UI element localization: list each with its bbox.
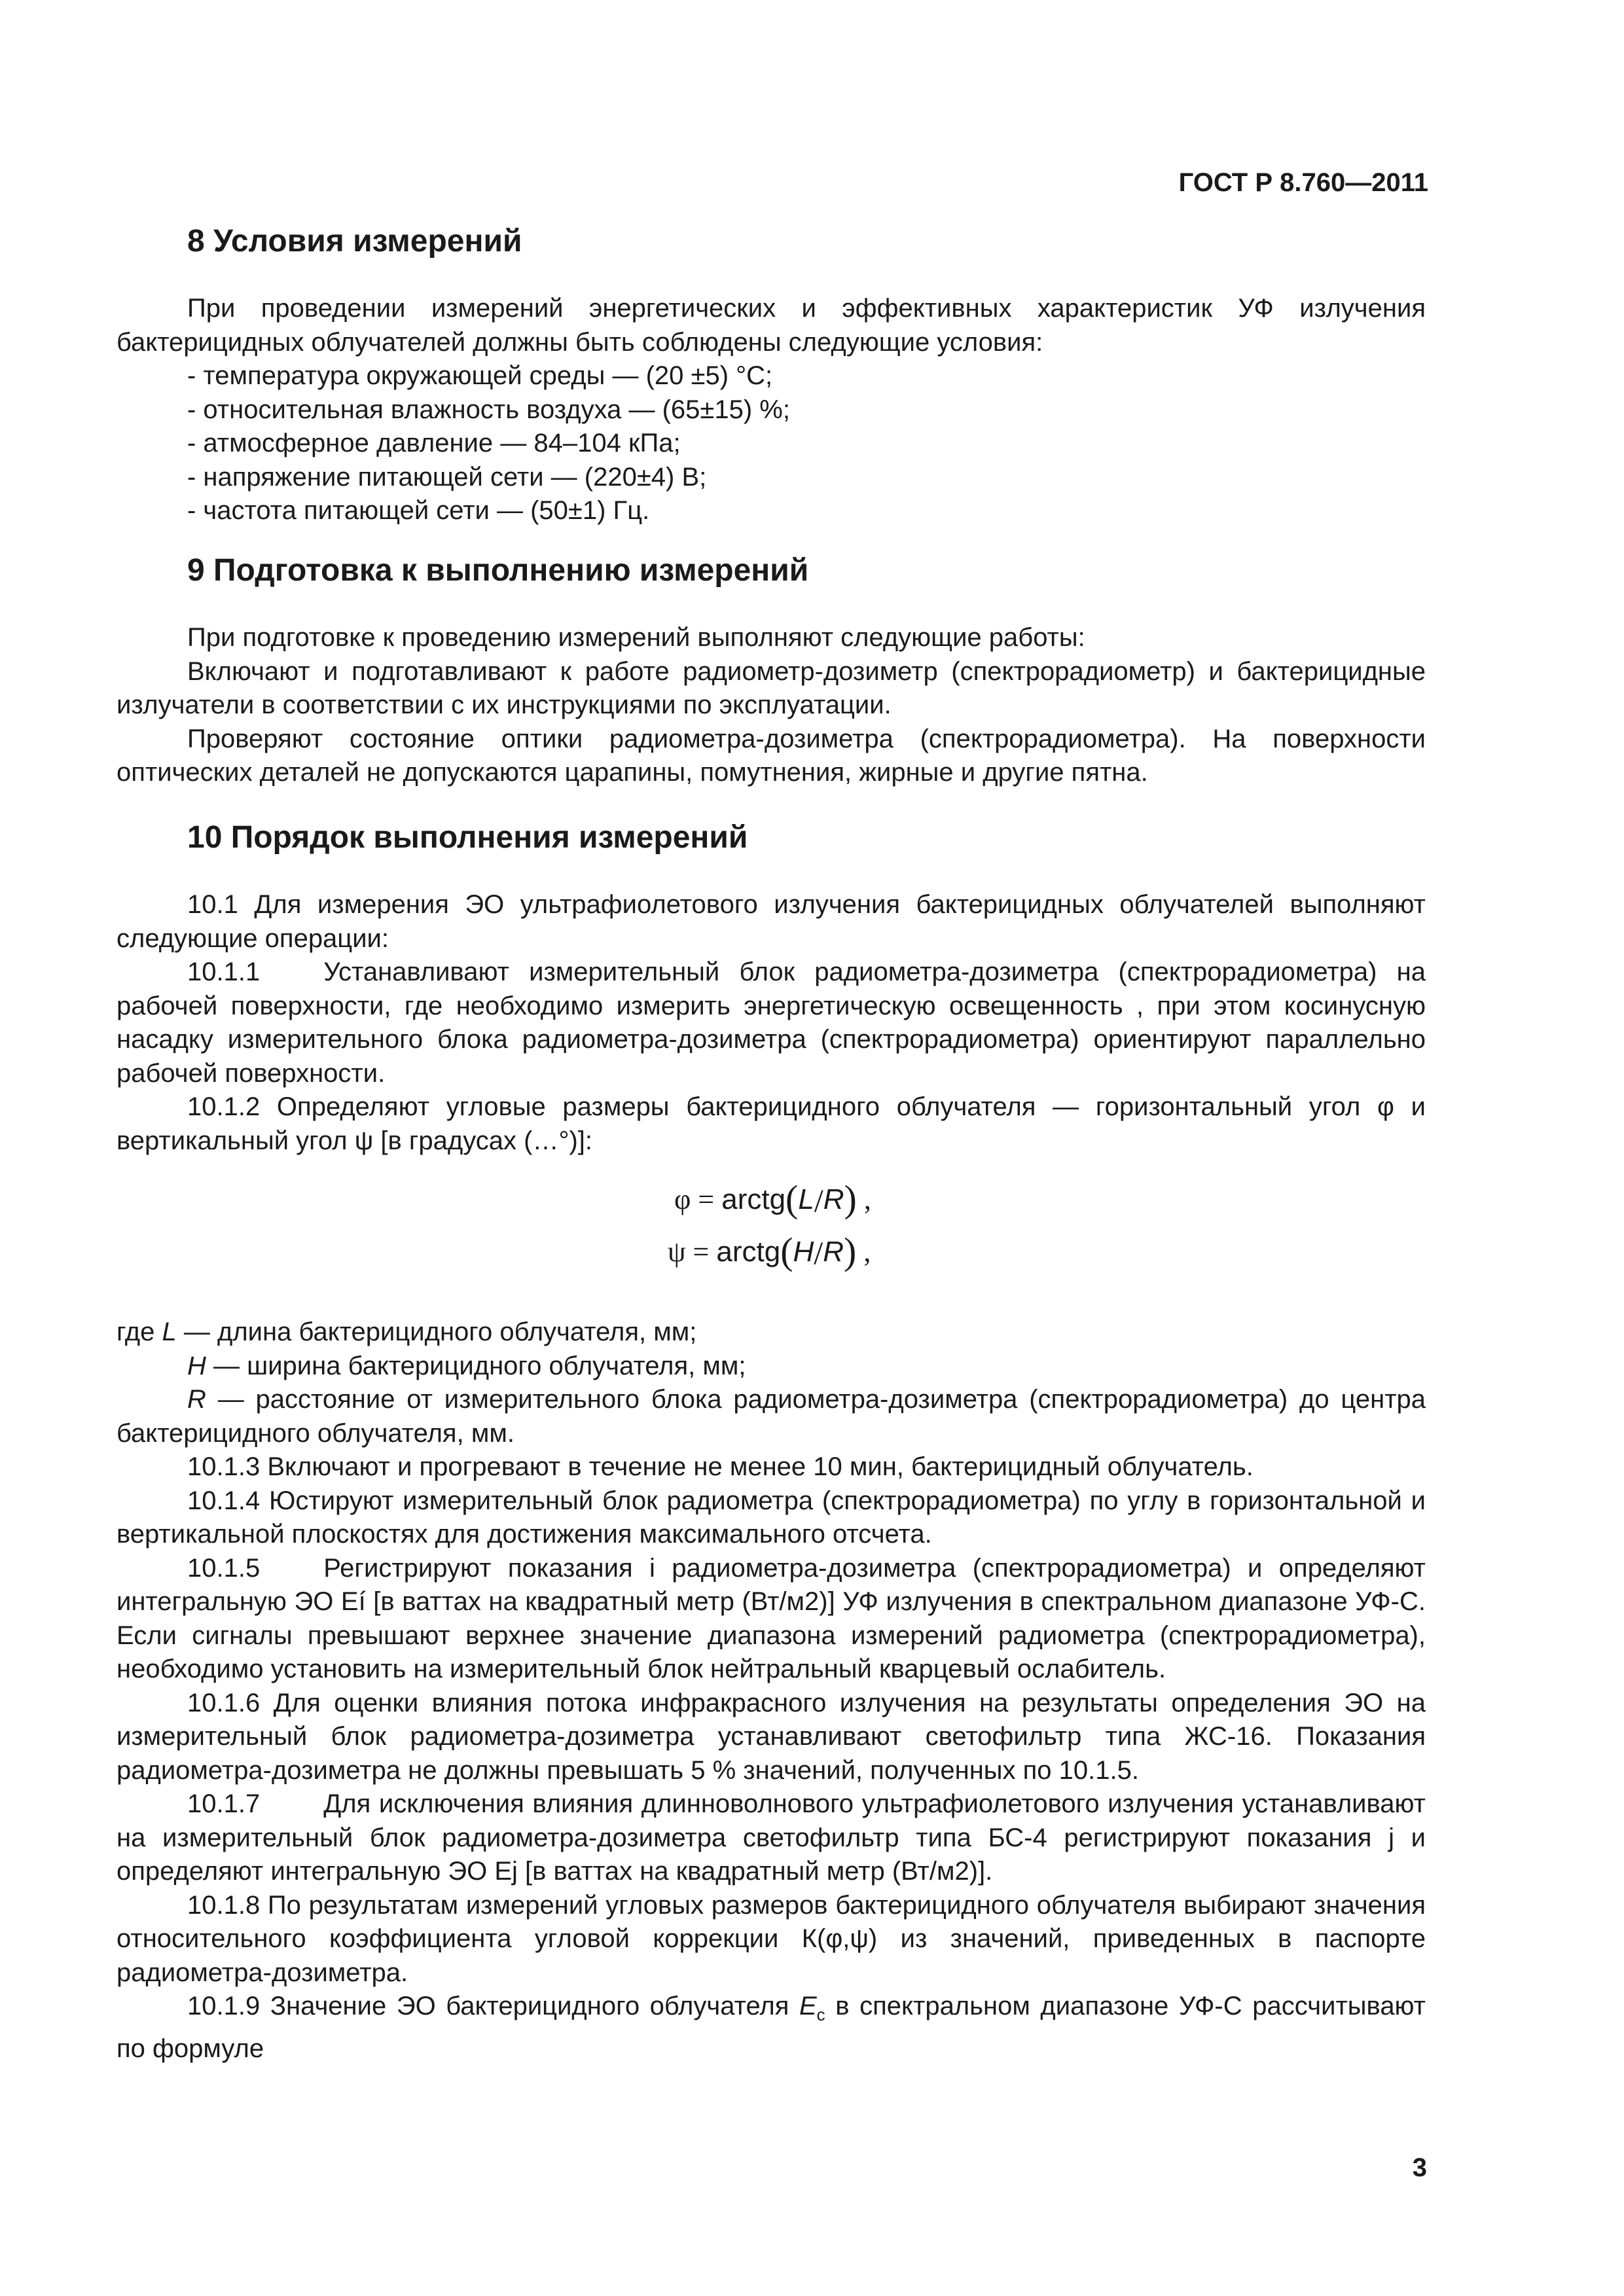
condition-item: - температура окружающей среды — (20 ±5) °С; [187,361,773,390]
clause-text: Регистрируют показания i радиометра-дозиметра (спектрорадиометра) и определяют интегральную ЭО Eí [в ваттах на квадратный метр (Вт/м2)] УФ излучения в спектральном диапазоне УФ-С. Если сигналы превышают верхнее значение диапазона измерений радиометра (спектрорадиометра), необходимо установить на измерительный блок нейтральный кварцевый ослабитель. [117,1553,1426,1683]
formula-lhs: ψ = [668,1236,710,1268]
variable-H: H [187,1351,206,1380]
formula-function: arctg [721,1183,786,1215]
formula-psi: ψ = arctg(H/R) , [668,1230,871,1272]
paragraph-10-1-8: 10.1.8 По результатам измерений угловых размеров бактерицидного облучателя выбирают значения относительного коэффициента угловой коррекции К(φ,ψ) из значений, приведенных в паспорте радиометра-дозиметра. [117,1890,1426,1987]
paragraph: Проверяют состояние оптики радиометра-дозиметра (спектрорадиометра). На поверхности оптических деталей не допускаются царапины, помутнения, жирные и другие пятна. [117,724,1426,787]
paragraph-10-1-4: 10.1.4 Юстируют измерительный блок радиометра (спектрорадиометра) по углу в горизонтальной и вертикальной плоскостях для достижения максимального отсчета. [117,1486,1426,1549]
clause-text: Устанавливают измерительный блок радиометра-дозиметра (спектрорадиометра) на рабочей поверхности, где необходимо измерить энергетическую освещенность , при этом косинусную насадку измерительного блока радиометра-дозиметра (спектрорадиометра) ориентируют параллельно рабочей поверхности. [117,958,1426,1088]
section-10 [117,817,1426,1158]
subscript-c: c [816,2005,825,2024]
paragraph-10-1: 10.1 Для измерения ЭО ультрафиолетового излучения бактерицидных облучателей выполняют следующие операции: [117,890,1426,953]
where-R: R — расстояние от измерительного блока радиометра-дозиметра (спектрорадиометра) до центра бактерицидного облучателя, мм. [117,1385,1426,1448]
section-9-heading: 9 Подготовка к выполнению измерений [187,553,809,588]
condition-item: - напряжение питающей сети — (220±4) В; [187,462,707,492]
section-8-heading: 8 Условия измерений [187,224,522,259]
section-9 [117,550,1426,790]
where-L: где L — длина бактерицидного облучателя, мм; [117,1318,697,1346]
paragraph: При подготовке к проведению измерений выполняют следующие работы: [187,623,1085,652]
formula-lhs: φ = [674,1183,715,1215]
paragraph-10-1-7 [117,1787,1426,1889]
formula-denominator: R [823,1236,844,1268]
clause-number: 10.1.1 [187,958,261,986]
condition-item: - относительная влажность воздуха — (65±15) %; [187,395,790,424]
variable-R: R [187,1385,206,1414]
formula-numerator: L [798,1183,814,1215]
condition-item: - частота питающей сети — (50±1) Гц. [187,496,650,525]
formula-tail: , [863,1236,871,1268]
clause-text: Для исключения влияния длинноволнового ультрафиолетового излучения устанавливают на измерительный блок радиометра-дозиметра светофильтр типа БС-4 регистрируют показания j и определяют интегральную ЭО Ej [в ваттах на квадратный метр (Вт/м2)]. [117,1789,1426,1886]
variable-L: L [162,1318,177,1346]
variable-E: E [799,1992,817,2020]
clause-number: 10.1.5 [187,1553,261,1583]
paragraph: Включают и подготавливают к работе радиометр-дозиметр (спектрорадиометр) и бактерицидные излучатели в соответствии с их инструкциями по эксплуатации. [117,656,1426,719]
formula-numerator: H [793,1236,814,1268]
formula-tail: , [863,1183,871,1215]
page-number: 3 [1412,2153,1427,2182]
section-8 [117,221,1426,528]
section-8-intro: При проведении измерений энергетических и эффективных характеристик УФ излучения бактерицидных облучателей должны быть соблюдены следующие условия: [117,294,1426,357]
clause-number: 10.1.7 [187,1789,261,1818]
section-10-heading: 10 Порядок выполнения измерений [187,820,748,855]
paragraph-10-1-6: 10.1.6 Для оценки влияния потока инфракрасного излучения на результаты определения ЭО на измерительный блок радиометра-дозиметра устанавливают светофильтр типа ЖС-16. Показания радиометра-дозиметра не должны превышать 5 % значений, полученных по 10.1.5. [117,1688,1426,1785]
paragraph-10-1-9: 10.1.9 Значение ЭО бактерицидного облучателя $E_c$ в спектральном диапазоне УФ-С рассчитывают по формуле [117,1992,1426,2063]
paragraph-10-1-3: 10.1.3 Включают и прогревают в течение не менее 10 мин, бактерицидный облучатель. [187,1452,1254,1481]
section-10-continued [117,1316,1426,2066]
where-H: H — ширина бактерицидного облучателя, мм; [187,1351,746,1380]
document-code: ГОСТ Р 8.760—2011 [1178,168,1428,197]
paragraph-10-1-2: 10.1.2 Определяют угловые размеры бактерицидного облучателя — горизонтальный угол φ и вертикальный угол ψ [в градусах (…°)]: [117,1092,1426,1155]
formula-function: arctg [716,1236,781,1268]
formula-denominator: R [823,1183,844,1215]
paragraph-10-1-5 [117,1552,1426,1687]
paragraph-10-1-1 [117,956,1426,1090]
condition-item: - атмосферное давление — 84–104 кПа; [187,429,681,457]
formula-phi: φ = arctg(L/R) , [674,1177,871,1220]
